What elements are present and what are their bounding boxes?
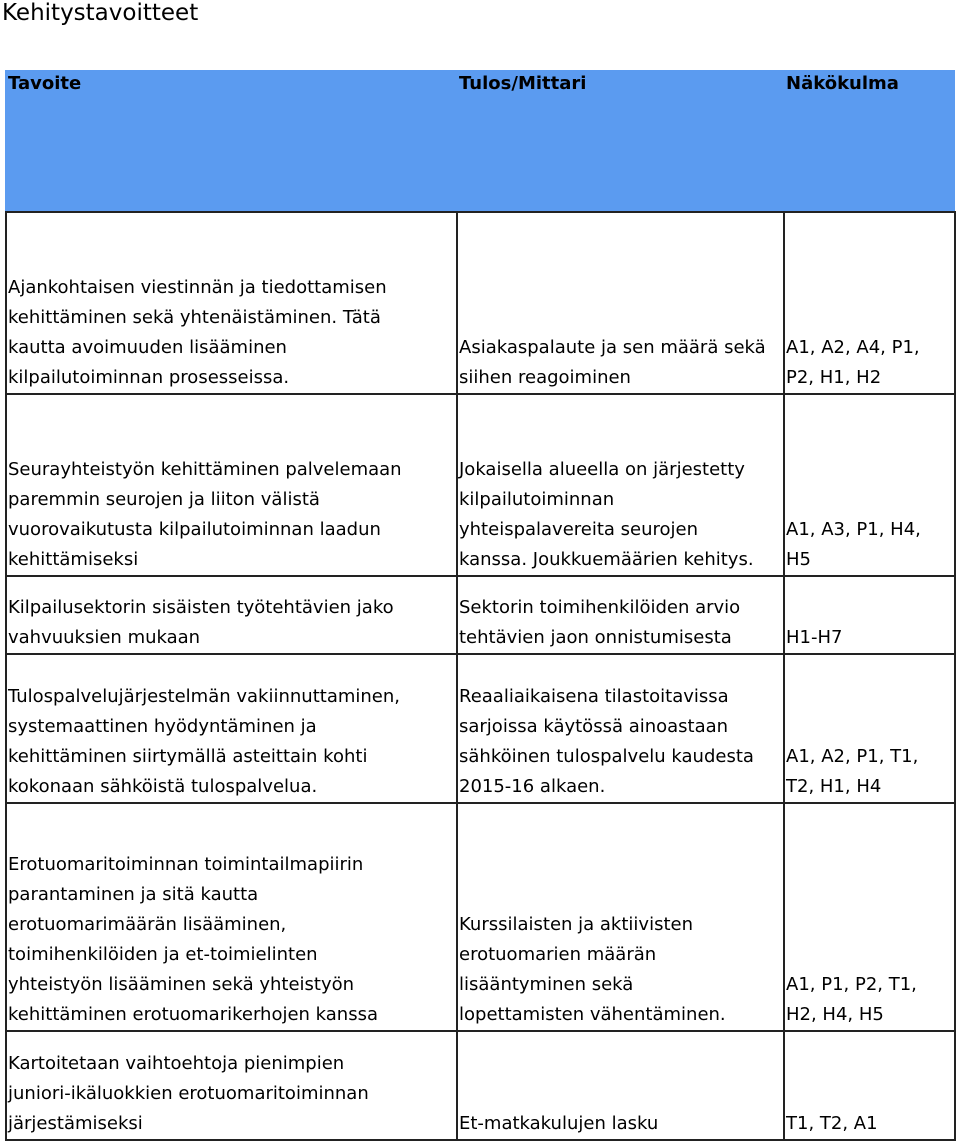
cell-line: paremmin seurojen ja liiton välistä [8, 489, 320, 510]
cell-line: kanssa. Joukkuemäärien kehitys. [459, 549, 754, 570]
cell-line: kehittäminen erotuomarikerhojen kanssa [8, 1004, 378, 1025]
cell-line: lisääntyminen sekä [459, 974, 634, 995]
cell-line: tehtävien jaon onnistumisesta [459, 627, 732, 648]
table-row-goal [0, 213, 456, 393]
row-divider [5, 1139, 956, 1141]
cell-line: erotuomarimäärän lisääminen, [8, 914, 287, 935]
cell-line: T1, T2, A1 [786, 1113, 878, 1134]
page-title: Kehitystavoitteet [2, 0, 199, 26]
cell-line: parantaminen ja sitä kautta [8, 884, 259, 905]
cell-line: A1, A2, P1, T1, [786, 746, 919, 767]
cell-line: lopettamisten vähentäminen. [459, 1004, 726, 1025]
cell-line: sarjoissa käytössä ainoastaan [459, 716, 729, 737]
cell-line: kilpailutoiminnan [459, 489, 615, 510]
header-perspective: Näkökulma [786, 73, 899, 94]
cell-line: kilpailutoiminnan prosesseissa. [8, 367, 290, 388]
cell-line: 2015-16 alkaen. [459, 776, 606, 797]
cell-line: Kilpailusektorin sisäisten työtehtävien jako [8, 597, 394, 618]
cell-line: sähköinen tulospalvelu kaudesta [459, 746, 754, 767]
cell-line: A1, A3, P1, H4, [786, 519, 921, 540]
cell-line: juniori-ikäluokkien erotuomaritoiminnan [8, 1083, 369, 1104]
cell-line: Asiakaspalaute ja sen määrä sekä [459, 337, 766, 358]
table-row-goal [0, 804, 456, 1030]
cell-line: H1-H7 [786, 627, 843, 648]
table-row-goal [0, 577, 456, 653]
cell-line: Sektorin toimihenkilöiden arvio [459, 597, 741, 618]
table-row-result [451, 395, 783, 575]
cell-line: vahvuuksien mukaan [8, 627, 201, 648]
table-row-perspective [778, 1032, 954, 1139]
cell-line: vuorovaikutusta kilpailutoiminnan laadun [8, 519, 381, 540]
cell-line: yhteistyön lisääminen sekä yhteistyön [8, 974, 355, 995]
cell-line: Et-matkakulujen lasku [459, 1113, 659, 1134]
cell-line: Seurayhteistyön kehittäminen palvelemaan [8, 459, 402, 480]
cell-line: kokonaan sähköistä tulospalvelua. [8, 776, 318, 797]
table-row-goal [0, 655, 456, 802]
cell-line: T2, H1, H4 [786, 776, 882, 797]
cell-line: kehittäminen sekä yhtenäistäminen. Tätä [8, 307, 381, 328]
cell-line: siihen reagoiminen [459, 367, 631, 388]
table-row-result [451, 655, 783, 802]
cell-line: H5 [786, 549, 811, 570]
table-row-perspective [778, 577, 954, 653]
cell-line: Kartoitetaan vaihtoehtoja pienimpien [8, 1053, 345, 1074]
cell-line: Erotuomaritoiminnan toimintailmapiirin [8, 854, 364, 875]
cell-line: erotuomarien määrän [459, 944, 657, 965]
cell-line: A1, A2, A4, P1, [786, 337, 920, 358]
cell-line: toimihenkilöiden ja et-toimielinten [8, 944, 318, 965]
header-goal: Tavoite [8, 73, 82, 94]
cell-line: Kurssilaisten ja aktiivisten [459, 914, 693, 935]
cell-line: yhteispalavereita seurojen [459, 519, 699, 540]
cell-line: H2, H4, H5 [786, 1004, 884, 1025]
cell-line: P2, H1, H2 [786, 367, 882, 388]
cell-line: kehittäminen siirtymällä asteittain kohti [8, 746, 368, 767]
table-row-result [451, 577, 783, 653]
table-row-perspective [778, 395, 954, 575]
cell-line: kautta avoimuuden lisääminen [8, 337, 287, 358]
table-row-result [451, 804, 783, 1030]
table-row-result [451, 1032, 783, 1139]
table-row-perspective [778, 655, 954, 802]
table-row-perspective [778, 213, 954, 393]
cell-line: Reaaliaikaisena tilastoitavissa [459, 686, 729, 707]
column-divider [954, 211, 956, 1141]
table-row-perspective [778, 804, 954, 1030]
cell-line: A1, P1, P2, T1, [786, 974, 917, 995]
header-result: Tulos/Mittari [459, 73, 587, 94]
cell-line: kehittämiseksi [8, 549, 139, 570]
table-row-result [451, 213, 783, 393]
cell-line: Tulospalvelujärjestelmän vakiinnuttaminen, [8, 686, 400, 707]
cell-line: systemaattinen hyödyntäminen ja [8, 716, 317, 737]
cell-line: järjestämiseksi [8, 1113, 143, 1134]
cell-line: Ajankohtaisen viestinnän ja tiedottamisen [8, 277, 387, 298]
cell-line: Jokaisella alueella on järjestetty [459, 459, 745, 480]
table-row-goal [0, 1032, 456, 1139]
table-row-goal [0, 395, 456, 575]
